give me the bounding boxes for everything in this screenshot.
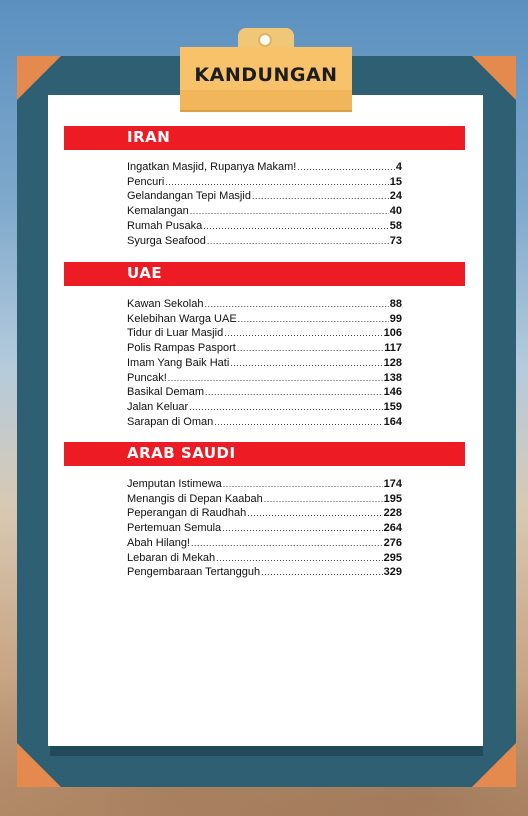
toc-entry[interactable]	[127, 356, 402, 371]
entry-title: Puncak!	[127, 371, 167, 384]
dot-leader	[230, 356, 382, 371]
entry-title: Polis Rampas Pasport	[127, 342, 236, 355]
entry-page: 58	[389, 219, 402, 232]
section-header-uae	[64, 262, 465, 286]
dot-leader	[165, 175, 388, 190]
toc-entry[interactable]	[127, 219, 402, 234]
dot-leader	[216, 551, 383, 566]
entry-page: 128	[383, 356, 402, 369]
entry-title: Lebaran di Mekah	[127, 551, 216, 564]
toc-entry[interactable]	[127, 234, 402, 249]
entry-title: Sarapan di Oman	[127, 415, 214, 428]
section-header-arab-saudi	[64, 442, 465, 466]
toc-entry[interactable]	[127, 400, 402, 415]
toc-entry[interactable]	[127, 204, 402, 219]
toc-entry[interactable]	[127, 565, 402, 580]
entry-page: 24	[389, 190, 402, 203]
entry-page: 88	[389, 298, 402, 310]
dot-leader	[223, 477, 383, 492]
dot-leader	[205, 385, 383, 400]
entry-title: Ingatkan Masjid, Rupanya Makam!	[127, 161, 297, 173]
entry-title: Imam Yang Baik Hati	[127, 356, 230, 369]
dot-leader	[204, 297, 388, 312]
entry-page: 99	[389, 312, 402, 325]
dot-leader	[261, 565, 383, 580]
dot-leader	[191, 536, 383, 551]
dot-leader	[222, 521, 382, 536]
entry-page: 40	[389, 205, 402, 218]
entry-title: Gelandangan Tepi Masjid	[127, 190, 251, 203]
section-header-iran	[64, 126, 465, 150]
entry-title: Pertemuan Semula	[127, 522, 222, 535]
entry-page: 4	[395, 161, 402, 173]
entry-page: 295	[383, 551, 402, 564]
entry-page: 106	[383, 327, 402, 340]
toc-entry[interactable]	[127, 189, 402, 204]
dot-leader	[168, 371, 383, 386]
dot-leader	[247, 506, 382, 521]
dot-leader	[203, 219, 389, 234]
toc-entry[interactable]	[127, 536, 402, 551]
entry-page: 159	[383, 400, 402, 413]
entry-page: 164	[383, 415, 402, 428]
dot-leader	[264, 492, 383, 507]
page-title: KANDUNGAN	[194, 63, 338, 86]
entry-page: 15	[389, 175, 402, 188]
section-title: UAE	[127, 264, 163, 282]
dot-leader	[252, 189, 389, 204]
dot-leader	[238, 312, 389, 327]
entry-title: Abah Hilang!	[127, 536, 190, 549]
dot-leader	[207, 234, 389, 249]
entry-title: Pencuri	[127, 175, 165, 188]
page-shadow	[50, 746, 483, 756]
toc-entry[interactable]	[127, 326, 402, 341]
entry-page: 138	[383, 371, 402, 384]
toc-entry[interactable]	[127, 492, 402, 507]
toc-list-uae	[127, 297, 402, 429]
entry-page: 276	[383, 536, 402, 549]
pin-icon	[258, 33, 272, 47]
entry-page: 174	[383, 478, 402, 490]
toc-entry[interactable]	[127, 160, 402, 175]
section-title: ARAB SAUDI	[127, 444, 236, 462]
entry-page: 264	[383, 522, 402, 535]
toc-entry[interactable]	[127, 175, 402, 190]
entry-title: Kawan Sekolah	[127, 298, 204, 310]
entry-page: 146	[383, 386, 402, 399]
dot-leader	[237, 341, 383, 356]
dot-leader	[224, 326, 382, 341]
entry-title: Syurga Seafood	[127, 234, 206, 247]
entry-page: 228	[383, 507, 402, 520]
entry-page: 73	[389, 234, 402, 247]
entry-page: 329	[383, 566, 402, 579]
toc-entry[interactable]	[127, 312, 402, 327]
entry-title: Kelebihan Warga UAE	[127, 312, 237, 325]
entry-title: Jemputan Istimewa	[127, 478, 222, 490]
toc-list-iran	[127, 160, 402, 248]
entry-title: Basikal Demam	[127, 386, 205, 399]
toc-entry[interactable]	[127, 477, 402, 492]
dot-leader	[297, 160, 395, 175]
entry-title: Rumah Pusaka	[127, 219, 203, 232]
toc-list-arab-saudi	[127, 477, 402, 580]
entry-title: Menangis di Depan Kaabah	[127, 492, 263, 505]
toc-entry[interactable]	[127, 521, 402, 536]
entry-title: Pengembaraan Tertangguh	[127, 566, 261, 579]
entry-title: Jalan Keluar	[127, 400, 189, 413]
entry-page: 195	[383, 492, 402, 505]
toc-entry[interactable]	[127, 551, 402, 566]
toc-entry[interactable]	[127, 297, 402, 312]
dot-leader	[214, 415, 382, 430]
entry-title: Kemalangan	[127, 205, 189, 218]
entry-title: Peperangan di Raudhah	[127, 507, 247, 520]
section-title: IRAN	[127, 128, 171, 146]
entry-page: 117	[384, 342, 402, 355]
toc-entry[interactable]	[127, 506, 402, 521]
toc-entry[interactable]	[127, 415, 402, 430]
toc-entry[interactable]	[127, 385, 402, 400]
title-banner	[180, 47, 352, 110]
entry-title: Tidur di Luar Masjid	[127, 327, 224, 340]
dot-leader	[189, 400, 382, 415]
dot-leader	[190, 204, 389, 219]
toc-entry[interactable]	[127, 341, 402, 356]
toc-entry[interactable]	[127, 371, 402, 386]
